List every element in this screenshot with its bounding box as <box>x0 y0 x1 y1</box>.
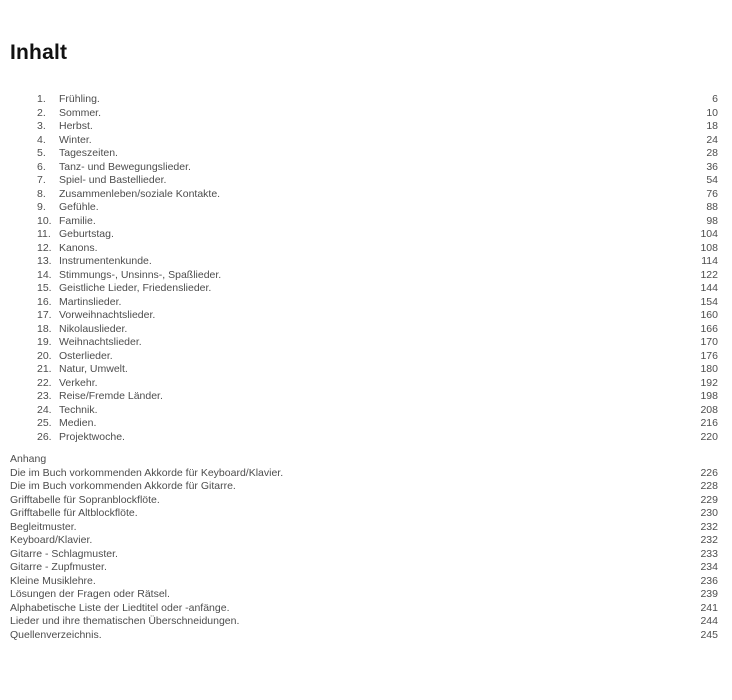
toc-row-page-number: 176 <box>700 349 718 362</box>
page-title: Inhalt <box>10 41 68 64</box>
toc-row[interactable] <box>0 363 732 377</box>
toc-row[interactable] <box>0 120 732 134</box>
appendix-row-page-number: 230 <box>700 507 718 519</box>
appendix-row-page-number: 228 <box>700 480 718 492</box>
toc-row-label: Familie. <box>59 214 96 227</box>
toc-row[interactable] <box>0 242 732 256</box>
toc-row[interactable] <box>0 296 732 310</box>
appendix-row-page-number: 226 <box>700 466 718 479</box>
toc-row-page-number: 18 <box>706 120 718 132</box>
toc-row-label: Technik. <box>59 403 98 416</box>
appendix-row[interactable] <box>0 615 732 629</box>
toc-row-page-number: 166 <box>700 322 718 335</box>
toc-row-number: 26. <box>37 430 52 443</box>
appendix-row[interactable] <box>0 521 732 535</box>
appendix-row-label: Lieder und ihre thematischen Überschneidungen. <box>10 615 240 627</box>
toc-row-label: Reise/Fremde Länder. <box>59 390 163 402</box>
appendix-row-label: Keyboard/Klavier. <box>10 534 93 546</box>
appendix-row-label: Kleine Musiklehre. <box>10 574 96 587</box>
toc-row-number: 13. <box>37 255 52 267</box>
toc-row-page-number: 28 <box>706 147 718 159</box>
appendix-row-page-number: 233 <box>700 547 718 560</box>
toc-row[interactable] <box>0 201 732 215</box>
toc-row-page-number: 160 <box>700 309 718 321</box>
toc-row-label: Nikolauslieder. <box>59 322 128 335</box>
toc-row-page-number: 192 <box>700 376 718 389</box>
toc-row-label: Geistliche Lieder, Friedenslieder. <box>59 282 212 294</box>
toc-row[interactable] <box>0 282 732 296</box>
toc-row-number: 7. <box>37 174 46 186</box>
appendix-row[interactable] <box>0 480 732 494</box>
toc-row-label: Frühling. <box>59 93 100 105</box>
toc-row[interactable] <box>0 377 732 391</box>
appendix-list <box>0 467 732 643</box>
toc-row-number: 18. <box>37 322 52 335</box>
toc-row-page-number: 208 <box>700 403 718 416</box>
appendix-row-page-number: 232 <box>700 520 718 533</box>
toc-row-number: 16. <box>37 295 52 308</box>
appendix-row-page-number: 244 <box>700 615 718 627</box>
toc-row-number: 12. <box>37 241 52 254</box>
toc-row-number: 17. <box>37 309 52 321</box>
toc-row-page-number: 98 <box>706 214 718 227</box>
toc-row[interactable] <box>0 431 732 445</box>
appendix-row[interactable] <box>0 548 732 562</box>
toc-row-label: Zusammenleben/soziale Kontakte. <box>59 187 221 200</box>
toc-row-label: Vorweihnachtslieder. <box>59 309 156 321</box>
toc-row-number: 5. <box>37 147 46 159</box>
toc-row-label: Herbst. <box>59 120 93 132</box>
toc-row-number: 6. <box>37 160 46 173</box>
appendix-row[interactable] <box>0 467 732 481</box>
toc-row-number: 11. <box>37 228 51 240</box>
toc-row-number: 23. <box>37 390 52 402</box>
toc-row[interactable] <box>0 107 732 121</box>
appendix-row[interactable] <box>0 534 732 548</box>
toc-row[interactable] <box>0 161 732 175</box>
appendix-row-page-number: 236 <box>700 574 718 587</box>
toc-row-page-number: 108 <box>700 241 718 254</box>
toc-row-label: Projektwoche. <box>59 430 125 443</box>
toc-row[interactable] <box>0 93 732 107</box>
appendix-row-label: Die im Buch vorkommenden Akkorde für Gitarre. <box>10 480 236 492</box>
toc-row-page-number: 76 <box>706 187 718 200</box>
toc-row-number: 1. <box>37 93 46 105</box>
toc-row-page-number: 36 <box>706 160 718 173</box>
toc-row-label: Martinslieder. <box>59 295 122 308</box>
toc-row[interactable] <box>0 336 732 350</box>
toc-row-label: Verkehr. <box>59 376 98 389</box>
toc-row-number: 19. <box>37 336 52 348</box>
appendix-row-label: Grifftabelle für Sopranblockflöte. <box>10 493 160 506</box>
toc-row-label: Tanz- und Bewegungslieder. <box>59 160 191 173</box>
toc-row-number: 20. <box>37 349 52 362</box>
toc-row[interactable] <box>0 390 732 404</box>
toc-row-label: Geburtstag. <box>59 228 114 240</box>
toc-row[interactable] <box>0 404 732 418</box>
toc-row[interactable] <box>0 323 732 337</box>
toc-row-label: Osterlieder. <box>59 349 113 362</box>
toc-row-number: 9. <box>37 201 46 213</box>
toc-row-page-number: 88 <box>706 201 718 213</box>
toc-row-number: 24. <box>37 403 52 416</box>
appendix-section <box>0 453 732 642</box>
appendix-row[interactable] <box>0 575 732 589</box>
toc-row[interactable] <box>0 350 732 364</box>
appendix-row-label: Quellenverzeichnis. <box>10 628 102 641</box>
toc-row-page-number: 54 <box>706 174 718 186</box>
appendix-row[interactable] <box>0 602 732 616</box>
toc-row-number: 4. <box>37 133 46 146</box>
toc-row-label: Weihnachtslieder. <box>59 336 142 348</box>
toc-row[interactable] <box>0 147 732 161</box>
toc-row-page-number: 144 <box>700 282 718 294</box>
toc-row-label: Kanons. <box>59 241 98 254</box>
toc-row-page-number: 10 <box>706 106 718 119</box>
toc-row-number: 25. <box>37 417 52 429</box>
toc-row-page-number: 122 <box>700 268 718 281</box>
toc-row[interactable] <box>0 309 732 323</box>
toc-row[interactable] <box>0 255 732 269</box>
toc-row-number: 2. <box>37 106 46 119</box>
toc-row[interactable] <box>0 174 732 188</box>
appendix-row-page-number: 245 <box>700 628 718 641</box>
appendix-row-label: Gitarre - Schlagmuster. <box>10 547 118 560</box>
appendix-row[interactable] <box>0 507 732 521</box>
toc-row-label: Winter. <box>59 133 92 146</box>
appendix-heading-label: Anhang <box>10 453 47 465</box>
toc-row-page-number: 6 <box>712 93 718 105</box>
appendix-row[interactable] <box>0 588 732 602</box>
appendix-row-page-number: 229 <box>700 493 718 506</box>
toc-row[interactable] <box>0 417 732 431</box>
table-of-contents <box>0 93 732 444</box>
toc-row[interactable] <box>0 134 732 148</box>
toc-row-page-number: 104 <box>700 228 718 240</box>
toc-row-page-number: 216 <box>700 417 718 429</box>
toc-row-number: 21. <box>37 363 52 375</box>
appendix-row-page-number: 234 <box>700 561 718 573</box>
appendix-row-label: Die im Buch vorkommenden Akkorde für Keyboard/Klavier. <box>10 466 284 479</box>
toc-row-label: Spiel- und Bastellieder. <box>59 174 167 186</box>
appendix-row-page-number: 232 <box>700 534 718 546</box>
appendix-row-label: Lösungen der Fragen oder Rätsel. <box>10 588 170 600</box>
toc-row-page-number: 24 <box>706 133 718 146</box>
toc-row-page-number: 170 <box>700 336 718 348</box>
appendix-heading-row <box>0 453 732 467</box>
toc-row-label: Natur, Umwelt. <box>59 363 128 375</box>
appendix-row-label: Alphabetische Liste der Liedtitel oder -anfänge. <box>10 601 230 614</box>
appendix-row-label: Gitarre - Zupfmuster. <box>10 561 107 573</box>
toc-row-label: Tageszeiten. <box>59 147 118 159</box>
toc-row-number: 22. <box>37 376 52 389</box>
appendix-row[interactable] <box>0 561 732 575</box>
appendix-row[interactable] <box>0 494 732 508</box>
toc-row-page-number: 220 <box>700 430 718 443</box>
toc-row-label: Medien. <box>59 417 97 429</box>
toc-row-number: 10. <box>37 214 52 227</box>
appendix-row-page-number: 241 <box>700 601 718 614</box>
toc-row[interactable] <box>0 215 732 229</box>
toc-row-number: 14. <box>37 268 52 281</box>
toc-row[interactable] <box>0 188 732 202</box>
toc-row-page-number: 154 <box>700 295 718 308</box>
toc-row-page-number: 114 <box>701 255 718 267</box>
toc-row-number: 15. <box>37 282 52 294</box>
toc-row-label: Sommer. <box>59 106 102 119</box>
toc-row-number: 3. <box>37 120 46 132</box>
toc-row[interactable] <box>0 228 732 242</box>
toc-row-label: Instrumentenkunde. <box>59 255 152 267</box>
appendix-row-label: Grifftabelle für Altblockflöte. <box>10 507 138 519</box>
toc-row-number: 8. <box>37 187 46 200</box>
toc-row-label: Stimmungs-, Unsinns-, Spaßlieder. <box>59 268 222 281</box>
toc-row-page-number: 198 <box>700 390 718 402</box>
appendix-row-page-number: 239 <box>700 588 718 600</box>
toc-row-page-number: 180 <box>700 363 718 375</box>
appendix-row[interactable] <box>0 629 732 643</box>
toc-row-label: Gefühle. <box>59 201 99 213</box>
appendix-row-label: Begleitmuster. <box>10 520 77 533</box>
toc-row[interactable] <box>0 269 732 283</box>
